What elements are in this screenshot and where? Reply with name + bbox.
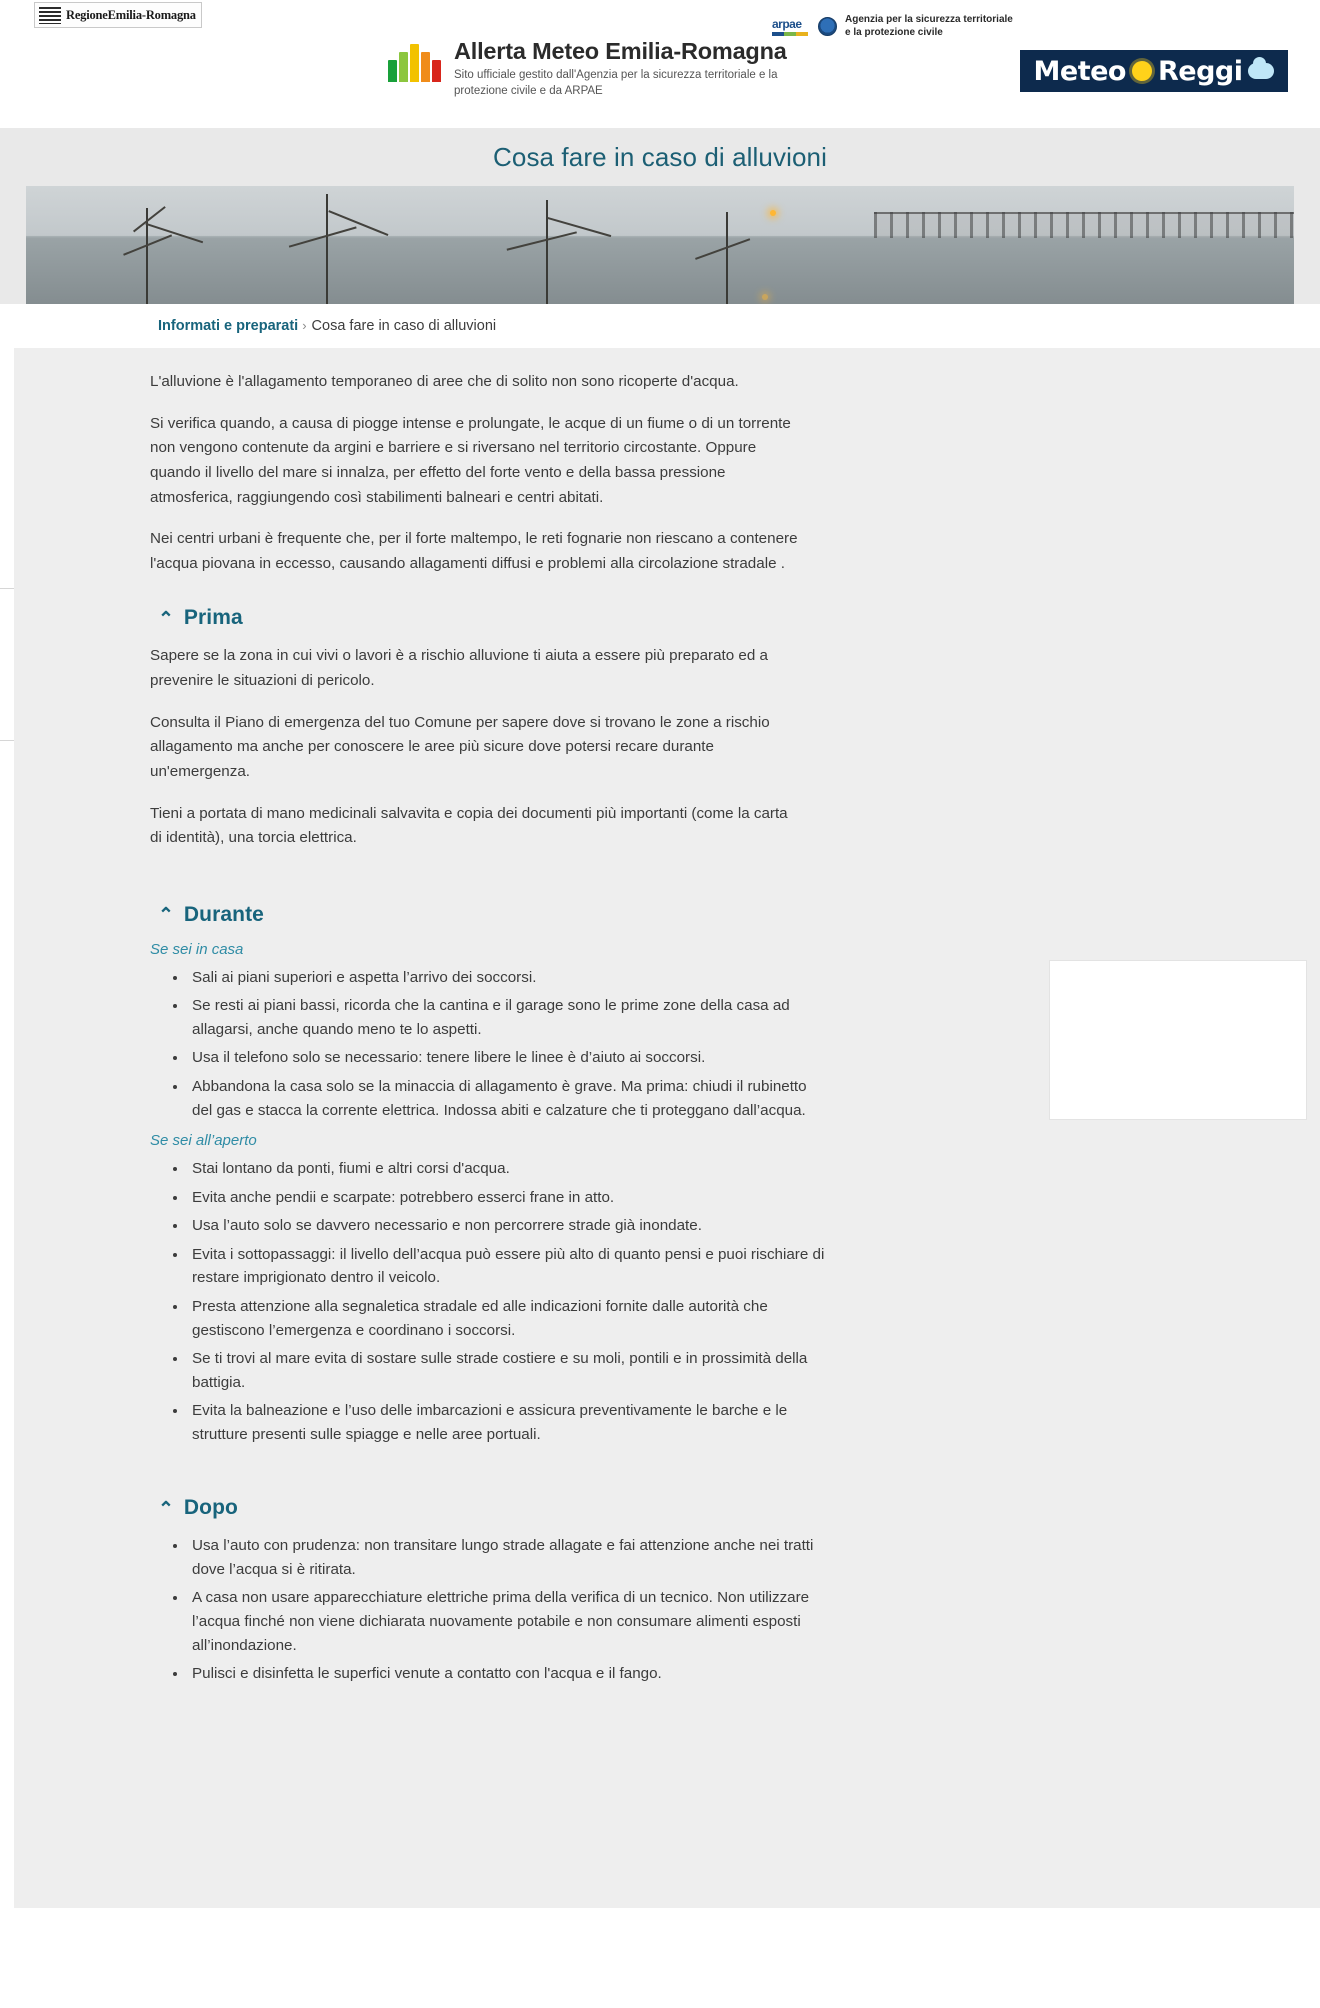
section-header-prima[interactable]: [158, 606, 840, 630]
list-item: • Abbandona la casa solo se la minaccia di allagamento è grave. Ma prima: chiudi il rubinetto del gas e stacca la corrente elettrica. Indossa abiti e calzature che ti proteggano dall’acqua.: [188, 1075, 830, 1122]
main-content: [0, 348, 1320, 1908]
arpae-logo: [772, 15, 810, 39]
brand-subtitle: Sito ufficiale gestito dall'Agenzia per la sicurezza territoriale e la protezione civile e da ARPAE: [454, 69, 778, 97]
intro-paragraph-2: Si verifica quando, a causa di piogge intense e prolungate, le acque di un fiume o di un torrente non vengono contenute da argini e barriere e si riversano nel territorio circostante. Oppure quando il livello del mare si innalza, per effetto del forte vento e della bassa pressione atmosferica, raggiungendo così stabilimenti balneari e centri abitati.: [150, 414, 791, 506]
breadcrumb: [158, 318, 1320, 334]
reggi-word: Reggi: [1157, 55, 1243, 87]
allerta-meteo-bars-icon: [388, 38, 444, 82]
article-body: [0, 348, 840, 1686]
subhead-se-sei-all-aperto: Se sei all’aperto: [150, 1132, 257, 1150]
list-item: • Usa il telefono solo se necessario: tenere libere le linee è d’aiuto ai soccorsi.: [188, 1046, 830, 1070]
breadcrumb-wrap: [0, 304, 1320, 348]
hero-tree: [726, 212, 728, 304]
intro-paragraph-3: Nei centri urbani è frequente che, per il forte maltempo, le reti fognarie non riescano a contenere l'acqua piovana in eccesso, causando allagamenti diffusi e problemi alla circolazione stradale .: [150, 530, 798, 572]
list-item: • Sali ai piani superiori e aspetta l’arrivo dei soccorsi.: [188, 966, 830, 990]
protezione-civile-emblem-icon: [818, 17, 837, 36]
list-item: • Pulisci e disinfetta le superfici venute a contatto con l'acqua e il fango.: [188, 1662, 830, 1686]
site-header: [0, 0, 1320, 128]
section-title-durante: Durante: [183, 902, 264, 926]
list-se-sei-in-casa: [150, 966, 830, 1122]
breadcrumb-current: Cosa fare in caso di alluvioni: [311, 318, 497, 334]
list-item: • Evita i sottopassaggi: il livello dell’acqua può essere più alto di quanto pensi e puoi rischiare di restare imprigionato dentro il veicolo.: [188, 1243, 830, 1290]
list-item: • Se resti ai piani bassi, ricorda che la cantina e il garage sono le prime zone della casa ad allagarsi, anche quando meno te lo aspetti.: [188, 994, 830, 1041]
section-header-dopo[interactable]: [158, 1496, 840, 1520]
hero-light-reflection: [762, 294, 768, 300]
section-title-dopo: Dopo: [183, 1496, 238, 1520]
meteo-word: Meteo: [1033, 55, 1126, 87]
page-footer-space: [0, 1908, 1320, 2008]
region-emilia-romagna-logo[interactable]: [34, 2, 202, 28]
sun-icon: [1132, 61, 1152, 81]
section-title-prima: Prima: [183, 606, 243, 630]
list-item: • Usa l’auto solo se davvero necessario e non percorrere strade già inondate.: [188, 1214, 830, 1238]
list-item: • Usa l’auto con prudenza: non transitare lungo strade allagate e fai attenzione anche nei tratti dove l’acqua si è ritirata.: [188, 1534, 830, 1581]
meteo-reggi-banner[interactable]: [1020, 50, 1288, 92]
intro-paragraph-1: L'alluvione è l'allagamento temporaneo di aree che di solito non sono ricoperte d'acqua.: [150, 373, 739, 390]
prima-paragraph-1: Sapere se la zona in cui vivi o lavori è a rischio alluvione ti aiuta a essere più preparato ed a prevenire le situazioni di pericolo.: [150, 647, 768, 689]
chevron-up-icon: ⌃: [158, 1498, 174, 1520]
list-item: • Evita anche pendii e scarpate: potrebbero esserci frane in atto.: [188, 1186, 830, 1210]
region-logo-mark: [39, 7, 61, 24]
hero-tree: [546, 200, 548, 304]
page-title-band: [0, 128, 1320, 186]
arpae-protezione-civile-block[interactable]: [772, 14, 1020, 39]
list-item: • Se ti trovi al mare evita di sostare sulle strade costiere e su moli, pontili e in prossimità della battigia.: [188, 1347, 830, 1394]
list-se-sei-all-aperto: [150, 1157, 830, 1446]
breadcrumb-parent-link[interactable]: Informati e preparati: [158, 318, 299, 334]
brand-title: Allerta Meteo Emilia-Romagna: [454, 38, 787, 64]
arpae-logo-bar: [772, 32, 808, 36]
hero-bridge: [874, 212, 1294, 238]
breadcrumb-separator-icon: ›: [302, 318, 307, 333]
section-header-durante[interactable]: [158, 903, 840, 927]
list-item: • Stai lontano da ponti, fiumi e altri corsi d'acqua.: [188, 1157, 830, 1181]
region-logo-text: RegioneEmilia-Romagna: [66, 7, 196, 22]
cloud-icon: [1248, 63, 1274, 79]
hero-image-flooded-river: [26, 186, 1294, 304]
site-brand[interactable]: [388, 38, 834, 99]
arpae-agency-text: Agenzia per la sicurezza territoriale e la protezione civile: [845, 14, 1013, 38]
list-item: • Evita la balneazione e l’uso delle imbarcazioni e assicura preventivamente le barche e le strutture presenti sulle spiagge e nelle aree portuali.: [188, 1399, 830, 1446]
prima-paragraph-2: Consulta il Piano di emergenza del tuo Comune per sapere dove si trovano le zone a rischio allagamento ma anche per conoscere le aree più sicure dove potersi recare durante un'emergenza.: [150, 713, 770, 780]
subhead-se-sei-in-casa: Se sei in casa: [150, 940, 244, 958]
list-item: • A casa non usare apparecchiature elettriche prima della verifica di un tecnico. Non utilizzare l’acqua finché non viene dichiarata nuovamente potabile e non consumare alimenti esposti all’inondazione.: [188, 1586, 830, 1657]
chevron-up-icon: ⌃: [158, 608, 174, 630]
chevron-up-icon: ⌃: [158, 905, 174, 927]
hero-branch: [547, 217, 611, 237]
prima-paragraph-3: Tieni a portata di mano medicinali salvavita e copia dei documenti più importanti (come la carta di identità), una torcia elettrica.: [150, 804, 788, 847]
list-item: • Presta attenzione alla segnaletica stradale ed alle indicazioni fornite dalle autorità che gestiscono l’emergenza e coordinano i soccorsi.: [188, 1295, 830, 1342]
list-dopo: [150, 1534, 830, 1685]
arpae-logo-text: arpae: [772, 16, 802, 31]
hero-image-wrap: [0, 186, 1320, 304]
hero-street-light-icon: [770, 210, 776, 216]
page-title: Cosa fare in caso di alluvioni: [493, 141, 827, 172]
hero-water: [26, 238, 1294, 304]
